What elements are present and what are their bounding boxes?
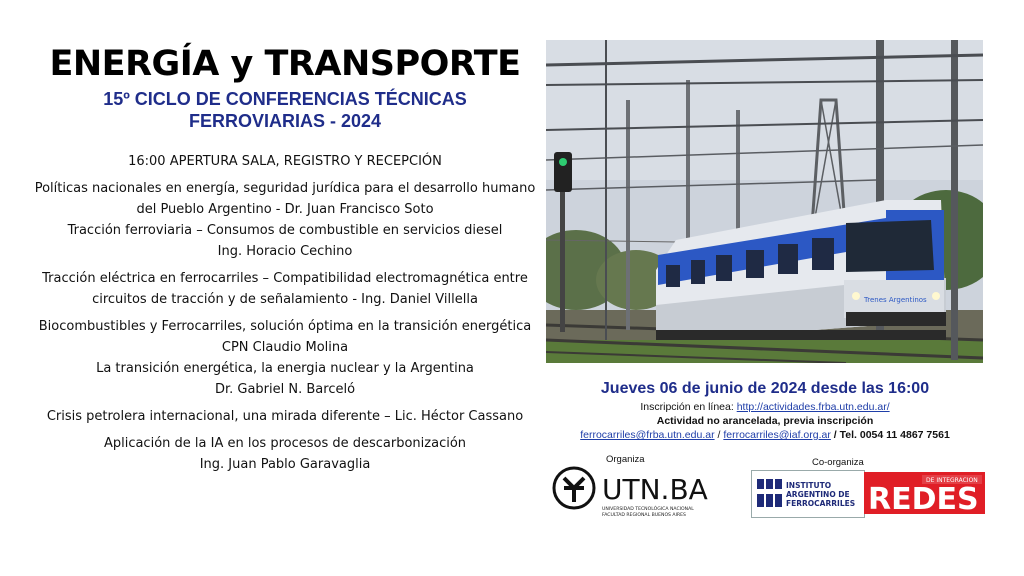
talk-line: Dr. Gabriel N. Barceló — [214, 382, 356, 397]
event-info — [546, 378, 984, 442]
train-illustration — [546, 40, 983, 363]
talk-group-2 — [30, 268, 540, 310]
train-photo — [546, 40, 983, 363]
subtitle-line-1: 15º CICLO DE CONFERENCIAS TÉCNICAS — [103, 89, 467, 109]
email-link-frba[interactable]: ferrocarriles@frba.utn.edu.ar — [580, 429, 715, 441]
registration-prefix: Inscripción en línea: — [640, 401, 734, 413]
talk-line: circuitos de tracción y de señalamiento - Ing. Daniel Villella — [92, 292, 478, 307]
talk-group-4 — [30, 406, 540, 427]
talk-line: Tracción eléctrica en ferrocarriles – Compatibilidad electromagnética entre — [42, 271, 528, 286]
registration-link[interactable]: http://actividades.frba.utn.edu.ar/ — [736, 401, 890, 413]
iaf-line-2: ARGENTINO DE — [786, 490, 850, 499]
talk-line: Políticas nacionales en energía, seguridad jurídica para el desarrollo humano — [34, 181, 536, 196]
talk-line: Ing. Horacio Cechino — [217, 244, 353, 259]
train-label: Trenes Argentinos — [864, 296, 927, 304]
utn-ba-name: UTN.BA — [602, 473, 708, 506]
redes-tagline: DE INTEGRACION — [926, 477, 978, 484]
talk-line: CPN Claudio Molina — [221, 340, 349, 355]
utn-emblem-icon — [550, 466, 720, 518]
contact-line — [546, 428, 984, 442]
registration-line — [546, 400, 984, 414]
redes-logo — [864, 472, 985, 514]
talk-line: del Pueblo Argentino - Dr. Juan Francisco Soto — [136, 202, 434, 217]
redes-name: REDES — [868, 482, 979, 514]
iaf-line-1: INSTITUTO — [786, 481, 832, 490]
talk-line: Crisis petrolera internacional, una mirada diferente – Lic. Héctor Cassano — [46, 409, 524, 424]
talk-line: Aplicación de la IA en los procesos de descarbonización — [103, 436, 467, 451]
phone-number: / Tel. 0054 11 4867 7561 — [833, 429, 950, 441]
iaf-line-3: FERROCARRILES — [786, 499, 856, 508]
redes-emblem-icon — [864, 472, 985, 514]
talk-line: La transición energética, la energia nuclear y la Argentina — [96, 361, 474, 376]
subtitle-line-2: FERROVIARIAS - 2024 — [188, 111, 382, 131]
utn-ba-logo — [550, 466, 720, 518]
talk-line: Tracción ferroviaria – Consumos de combustible en servicios diesel — [67, 223, 503, 238]
free-activity-note: Actividad no arancelada, previa inscripción — [656, 415, 874, 427]
iaf-logo — [751, 470, 865, 518]
email-link-iaf[interactable]: ferrocarriles@iaf.org.ar — [723, 429, 831, 441]
talk-group-1 — [30, 178, 540, 262]
iaf-emblem-icon — [752, 471, 864, 517]
utn-subtitle-2: FACULTAD REGIONAL BUENOS AIRES — [602, 513, 686, 518]
organiza-label: Organiza — [606, 454, 645, 465]
talk-group-5 — [30, 433, 540, 475]
main-title: ENERGÍA y TRANSPORTE — [49, 44, 521, 84]
talk-line: Biocombustibles y Ferrocarriles, solución óptima en la transición energética — [38, 319, 532, 334]
opening-line: 16:00 APERTURA SALA, REGISTRO Y RECEPCIÓN — [128, 154, 442, 169]
separator: / — [717, 429, 721, 441]
utn-subtitle-1: UNIVERSIDAD TECNOLÓGICA NACIONAL — [602, 507, 694, 512]
coorganiza-label: Co-organiza — [812, 457, 864, 468]
talk-group-3 — [30, 316, 540, 400]
talk-line: Ing. Juan Pablo Garavaglia — [199, 457, 371, 472]
event-date: Jueves 06 de junio de 2024 desde las 16:00 — [600, 380, 930, 397]
program-column — [30, 40, 540, 475]
